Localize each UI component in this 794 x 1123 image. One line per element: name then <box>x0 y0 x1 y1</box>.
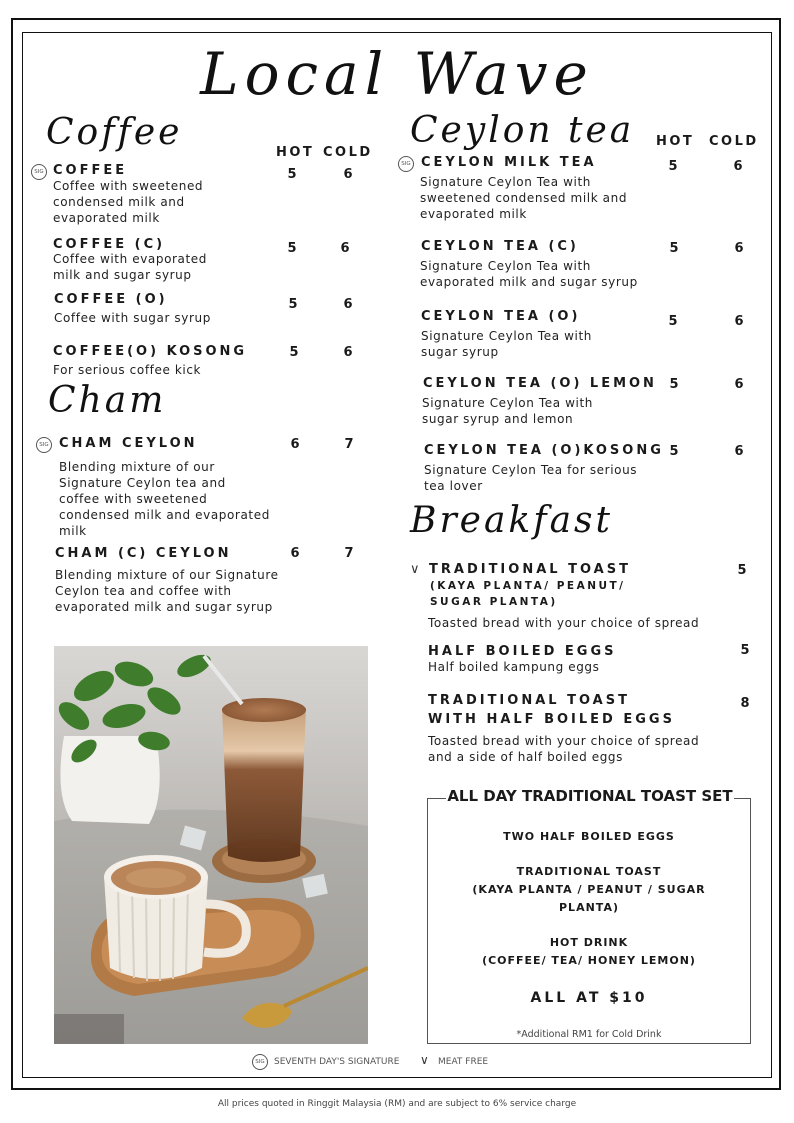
price-hot: 5 <box>287 241 297 256</box>
ceylon-heading: Ceylon tea <box>410 110 635 151</box>
meat-free-icon: ∨ <box>420 1053 429 1067</box>
item-name: CEYLON TEA (O) <box>421 309 581 324</box>
coffee-col-hot: HOT <box>276 145 315 160</box>
item-desc: For serious coffee kick <box>53 363 202 377</box>
price-hot: 5 <box>289 345 299 360</box>
item-name: COFFEE <box>53 163 128 178</box>
set-note: *Additional RM1 for Cold Drink <box>516 1029 662 1040</box>
price-cold: 7 <box>344 437 354 452</box>
item-name: CEYLON MILK TEA <box>421 155 597 170</box>
signature-icon: SIG <box>252 1054 268 1070</box>
legend-meat-free: MEAT FREE <box>438 1057 489 1067</box>
item-name: COFFEE (O) <box>54 292 168 307</box>
legend-signature: SEVENTH DAY'S SIGNATURE <box>274 1057 400 1067</box>
price-cold: 6 <box>734 314 744 329</box>
item-name: CHAM (C) CEYLON <box>55 546 232 561</box>
meat-free-icon: ∨ <box>410 562 420 577</box>
item-desc: Blending mixture of our Signature Ceylon tea and coffee with evaporated milk and sugar syrup <box>55 568 279 614</box>
item-name: HALF BOILED EGGS <box>428 644 617 659</box>
price-hot: 6 <box>290 546 300 561</box>
price: 5 <box>740 643 750 658</box>
set-line: HOT DRINK <box>549 936 629 949</box>
item-desc: Signature Ceylon Tea with evaporated milk and sugar syrup <box>420 259 638 289</box>
price-hot: 5 <box>669 241 679 256</box>
price-cold: 6 <box>734 377 744 392</box>
price-hot: 5 <box>669 444 679 459</box>
coffee-photo <box>54 646 368 1044</box>
item-name: TRADITIONAL TOAST <box>429 562 631 577</box>
set-line: PLANTA) <box>559 901 619 914</box>
price-cold: 6 <box>734 444 744 459</box>
item-desc: Blending mixture of our Signature Ceylon tea and coffee with sweetened condensed milk and evaporated milk <box>59 460 270 538</box>
set-line: (KAYA PLANTA / PEANUT / SUGAR <box>472 883 706 896</box>
menu-title: Local Wave <box>200 40 594 108</box>
item-sub: SUGAR PLANTA) <box>430 596 558 608</box>
footer-note: All prices quoted in Ringgit Malaysia (RM) and are subject to 6% service charge <box>217 1099 577 1109</box>
item-desc: Signature Ceylon Tea with sweetened condensed milk and evaporated milk <box>420 175 628 221</box>
item-name: WITH HALF BOILED EGGS <box>428 712 675 727</box>
item-sub: (KAYA PLANTA/ PEANUT/ <box>430 580 626 592</box>
item-name: TRADITIONAL TOAST <box>428 693 630 708</box>
item-name: COFFEE(O) KOSONG <box>53 344 248 359</box>
item-name: CHAM CEYLON <box>59 436 198 451</box>
breakfast-heading: Breakfast <box>410 500 613 541</box>
price-cold: 6 <box>343 297 353 312</box>
item-desc: Signature Ceylon Tea with sugar syrup and lemon <box>422 396 593 426</box>
cham-heading: Cham <box>48 380 167 421</box>
toast-set-title: ALL DAY TRADITIONAL TOAST SET <box>447 787 733 805</box>
item-name: COFFEE (C) <box>53 237 166 252</box>
item-name: CEYLON TEA (O) LEMON <box>423 376 657 391</box>
price-cold: 6 <box>343 167 353 182</box>
item-desc: Toasted bread with your choice of spread and a side of half boiled eggs <box>428 734 700 764</box>
item-desc: Signature Ceylon Tea with sugar syrup <box>421 329 592 359</box>
set-price: ALL AT $10 <box>530 990 648 1006</box>
price-cold: 6 <box>343 345 353 360</box>
price-hot: 5 <box>669 377 679 392</box>
price-cold: 6 <box>733 159 743 174</box>
item-desc: Toasted bread with your choice of spread <box>428 616 700 630</box>
item-desc: Coffee with evaporated milk and sugar syrup <box>53 252 208 282</box>
coffee-col-cold: COLD <box>323 145 373 160</box>
item-name: CEYLON TEA (C) <box>421 239 579 254</box>
ceylon-col-hot: HOT <box>656 134 695 149</box>
item-desc: Coffee with sweetened condensed milk and evaporated milk <box>53 179 204 225</box>
set-line: TRADITIONAL TOAST <box>516 865 662 878</box>
item-desc: Coffee with sugar syrup <box>54 311 211 325</box>
set-line: (COFFEE/ TEA/ HONEY LEMON) <box>482 954 696 967</box>
coffee-heading: Coffee <box>46 112 183 153</box>
item-desc: Signature Ceylon Tea for serious tea lover <box>424 463 638 493</box>
price-hot: 5 <box>287 167 297 182</box>
price-hot: 5 <box>288 297 298 312</box>
set-line: TWO HALF BOILED EGGS <box>503 830 675 843</box>
signature-icon: SIG <box>398 156 414 172</box>
price: 5 <box>737 563 747 578</box>
signature-icon: SIG <box>36 437 52 453</box>
price-cold: 6 <box>734 241 744 256</box>
price-cold: 6 <box>340 241 350 256</box>
price-hot: 6 <box>290 437 300 452</box>
price-hot: 5 <box>668 159 678 174</box>
price: 8 <box>740 696 750 711</box>
signature-icon: SIG <box>31 164 47 180</box>
item-desc: Half boiled kampung eggs <box>428 660 600 674</box>
price-hot: 5 <box>668 314 678 329</box>
price-cold: 7 <box>344 546 354 561</box>
ceylon-col-cold: COLD <box>709 134 759 149</box>
item-name: CEYLON TEA (O)KOSONG <box>424 443 664 458</box>
